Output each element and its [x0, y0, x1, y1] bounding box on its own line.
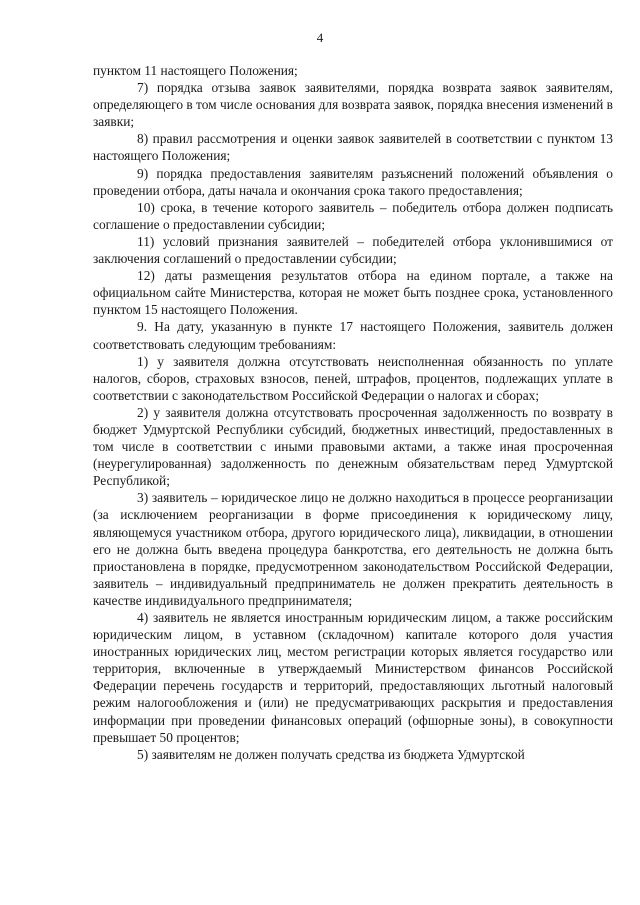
paragraph: 9. На дату, указанную в пункте 17 настоящего Положения, заявитель должен соответствовать следующим требованиям: [93, 319, 613, 352]
paragraph: 1) у заявителя должна отсутствовать неисполненная обязанность по уплате налогов, сборов, страховых взносов, пеней, штрафов, процентов, подлежащих уплате в соответствии с законодательством Российской Федерации о налогах и сборах; [93, 353, 613, 403]
paragraph: 3) заявитель – юридическое лицо не должно находиться в процессе реорганизации (за исключением реорганизации в форме присоединения к юридическому лицу, являющемуся участником отбора, другого юридического лица), ликвидации, в отношении его не должна быть введена процедура банкротства, его деятельность не должна быть приостановлена в порядке, предусмотренном законодательством Российской Федерации, заявитель – индивидуальный предприниматель не должен прекратить деятельность в качестве индивидуального предпринимателя; [93, 490, 613, 608]
paragraph: 12) даты размещения результатов отбора на едином портале, а также на официальном сайте Министерства, которая не может быть позднее срока, установленного пунктом 15 настоящего Положения. [93, 268, 613, 318]
page-number: 4 [316, 30, 324, 45]
paragraph: 9) порядка предоставления заявителям разъяснений положений объявления о проведении отбора, даты начала и окончания срока такого предоставления; [93, 165, 613, 198]
paragraph: 11) условий признания заявителей – победителей отбора уклонившимися от заключения соглашений о предоставлении субсидии; [93, 233, 613, 267]
paragraph: 8) правил рассмотрения и оценки заявок заявителей в соответствии с пунктом 13 настоящего Положения; [93, 131, 613, 164]
paragraph: пунктом 11 настоящего Положения; [93, 63, 298, 78]
paragraph: 4) заявитель не является иностранным юридическим лицом, а также российским юридическим лицом, в уставном (складочном) капитале которого доля участия иностранных юридических лиц, местом регистрации которых является государство или территория, включенные в утверждаемый Министерством финансов Российской Федерации перечень государств и территорий, предоставляющих льготный налоговый режим налогообложения и (или) не предусматривающих раскрытия и предоставления информации при проведении финансовых операций (офшорные зоны), в совокупности превышает 50 процентов; [93, 610, 613, 745]
paragraph: 7) порядка отзыва заявок заявителями, порядка возврата заявок заявителям, определяющего в том числе основания для возврата заявок, порядка внесения изменений в заявки; [93, 80, 613, 130]
paragraph: 10) срока, в течение которого заявитель – победитель отбора должен подписать соглашение о предоставлении субсидии; [93, 199, 613, 232]
paragraph: 5) заявителям не должен получать средства из бюджета Удмуртской [137, 746, 525, 762]
paragraph: 2) у заявителя должна отсутствовать просроченная задолженность по возврату в бюджет Удмуртской Республики субсидий, бюджетных инвестиций, предоставленных в том числе в соответствии с иными правовыми актами, а также иная просроченная (неурегулированная) задолженность по денежным обязательствам перед Удмуртской Республикой; [93, 404, 613, 489]
document-body [93, 62, 613, 763]
